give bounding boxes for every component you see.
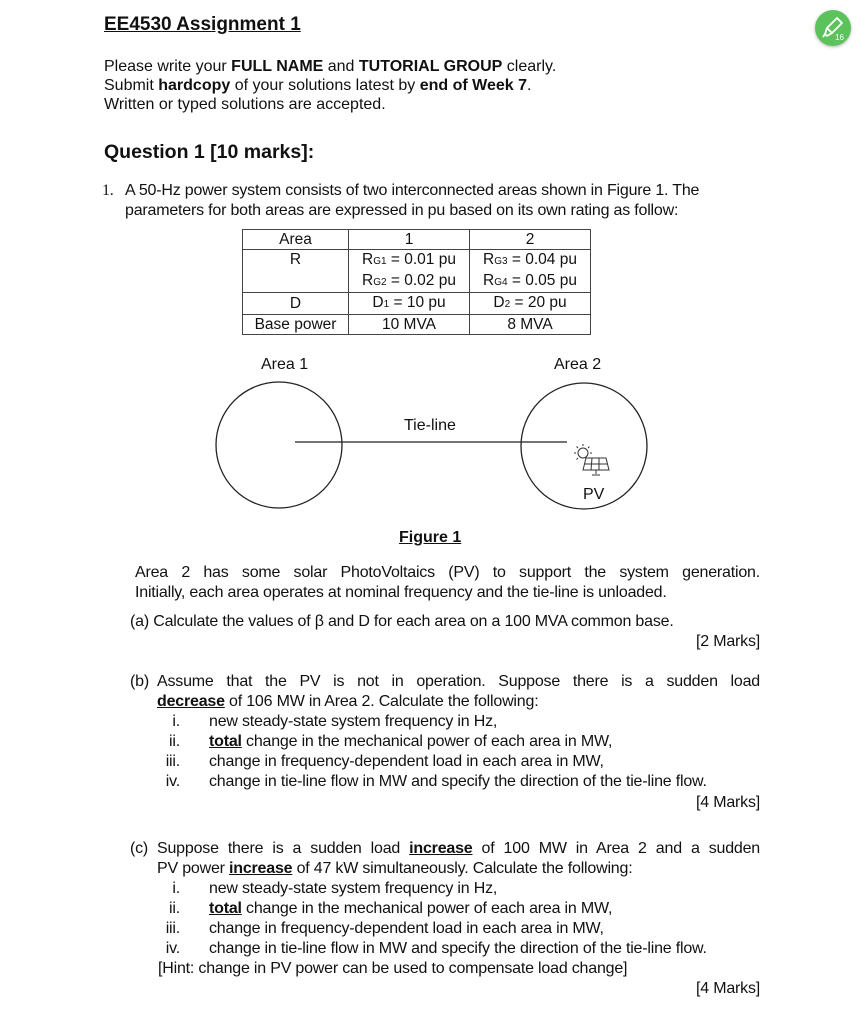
table-cell: D1 = 10 pu — [349, 293, 470, 315]
table-header-cell: 2 — [470, 230, 591, 250]
table-header-cell: 1 — [349, 230, 470, 250]
table-header-cell: Area — [243, 230, 349, 250]
instruction-line-3: Written or typed solutions are accepted. — [104, 96, 386, 113]
table-cell: D2 = 20 pu — [470, 293, 591, 315]
part-c-list — [150, 879, 770, 959]
area-2-label: Area 2 — [554, 356, 602, 373]
list-item: iv. change in tie-line flow in MW and specify the direction of the tie-line flow. — [165, 940, 707, 957]
part-a-marks: [2 Marks] — [696, 633, 760, 650]
part-b-label: (b) — [130, 673, 149, 690]
list-item: iii. change in frequency-dependent load in each area in MW, — [165, 920, 604, 937]
table-cell: Base power — [243, 315, 349, 335]
annotation-badge[interactable] — [815, 10, 851, 46]
table-cell: RG3 = 0.04 pu RG4 = 0.05 pu — [470, 250, 591, 293]
badge-count: 16 — [835, 33, 844, 42]
table-cell: D — [243, 293, 349, 315]
list-item: ii. total change in the mechanical power of each area in MW, — [169, 733, 613, 750]
part-a: (a) Calculate the values of β and D for each area on a 100 MVA common base. — [130, 613, 674, 630]
table-cell: RG1 = 0.01 pu RG2 = 0.02 pu — [349, 250, 470, 293]
question-heading: Question 1 [10 marks]: — [104, 141, 315, 163]
figure-caption: Figure 1 — [399, 529, 462, 546]
question-number: 1. — [102, 182, 114, 199]
list-item: iv. change in tie-line flow in MW and specify the direction of the tie-line flow. — [165, 773, 707, 790]
instructions — [104, 57, 556, 114]
table-cell: 10 MVA — [349, 315, 470, 335]
document-title: EE4530 Assignment 1 — [104, 14, 301, 35]
list-item: i. new steady-state system frequency in Hz, — [172, 713, 498, 730]
part-c-intro: Suppose there is a sudden load increase of 100 MW in Area 2 and a sudden PV power increase of 47 kW simultaneously. Calculate the following: — [157, 840, 760, 877]
table-cell: R — [243, 250, 349, 293]
pv-label: PV — [583, 486, 605, 503]
part-b-list — [150, 712, 770, 792]
part-c-label: (c) — [130, 840, 149, 857]
solar-panel-icon — [572, 443, 612, 484]
list-item: iii. change in frequency-dependent load in each area in MW, — [165, 753, 604, 770]
table-row — [243, 315, 591, 335]
list-item: ii. total change in the mechanical power of each area in MW, — [169, 900, 613, 917]
instruction-line-1: Please write your FULL NAME and TUTORIAL GROUP clearly. — [104, 58, 557, 75]
table-row — [243, 293, 591, 315]
instruction-line-2: Submit hardcopy of your solutions latest by end of Week 7. — [104, 77, 532, 94]
table-header-row — [243, 230, 591, 250]
tie-line-label: Tie-line — [404, 417, 456, 434]
part-b-marks: [4 Marks] — [696, 794, 760, 811]
part-c-marks: [4 Marks] — [696, 980, 760, 997]
table-cell: 8 MVA — [470, 315, 591, 335]
list-item: i. new steady-state system frequency in Hz, — [172, 880, 498, 897]
parameter-table — [242, 229, 591, 335]
table-row — [243, 250, 591, 293]
part-b-intro: Assume that the PV is not in operation. Suppose there is a sudden load decrease of 106 MW in Area 2. Calculate the following: — [157, 673, 760, 710]
question-statement: A 50-Hz power system consists of two interconnected areas shown in Figure 1. The parameters for both areas are expressed in pu based on its own rating as follow: — [125, 182, 700, 219]
part-c-hint: [Hint: change in PV power can be used to compensate load change] — [158, 960, 628, 977]
context-paragraph: Area 2 has some solar PhotoVoltaics (PV) to support the system generation. Initially, each area operates at nominal frequency and the tie-line is unloaded. — [135, 564, 760, 601]
area-1-label: Area 1 — [261, 356, 309, 373]
highlighter-pen-icon — [815, 10, 851, 46]
